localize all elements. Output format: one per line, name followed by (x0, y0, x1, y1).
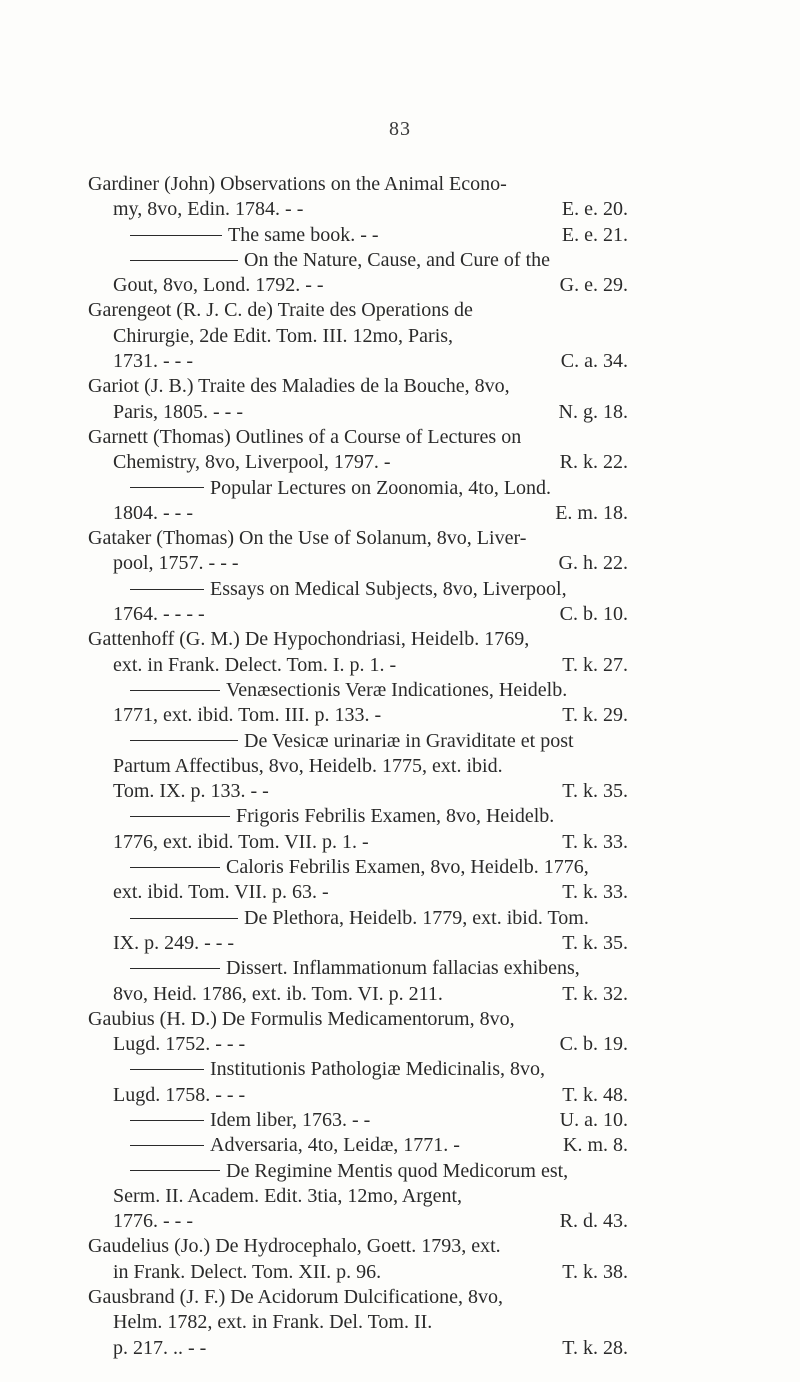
entry-text: Idem liber, 1763. - - (210, 1108, 371, 1131)
entry-text: Garnett (Thomas) Outlines of a Course of Lectures on (88, 425, 522, 448)
entry-text: my, 8vo, Edin. 1784. - - (113, 198, 304, 221)
entry-line (88, 1209, 628, 1234)
shelf-reference: G. h. 22. (558, 552, 628, 575)
entry-line (88, 1057, 628, 1082)
shelf-reference: G. e. 29. (559, 274, 628, 297)
entry-text: Popular Lectures on Zoonomia, 4to, Lond. (210, 476, 552, 499)
entry-text: ext. in Frank. Delect. Tom. I. p. 1. - (113, 653, 397, 676)
entry-line (88, 197, 628, 222)
ditto-dash (130, 1120, 204, 1121)
ditto-dash (130, 260, 238, 261)
entry-text: Serm. II. Academ. Edit. 3tia, 12mo, Argent, (113, 1184, 463, 1207)
shelf-reference: T. k. 48. (562, 1083, 628, 1106)
entry-line (88, 223, 628, 248)
entry-line (88, 880, 628, 905)
entry-text: De Regimine Mentis quod Medicorum est, (226, 1159, 569, 1182)
entry-text: On the Nature, Cause, and Cure of the (244, 248, 551, 271)
shelf-reference: T. k. 33. (562, 830, 628, 853)
entry-line (88, 931, 628, 956)
entry-line (88, 526, 628, 551)
entry-text: De Plethora, Heidelb. 1779, ext. ibid. Tom. (244, 906, 589, 929)
entry-text: Gardiner (John) Observations on the Animal Econo- (88, 173, 507, 195)
ditto-dash (130, 690, 220, 691)
page-number: 83 (389, 118, 411, 140)
entry-text: Frigoris Febrilis Examen, 8vo, Heidelb. (236, 805, 555, 828)
entry-text: Paris, 1805. - - - (113, 400, 243, 423)
entry-text: 1771, ext. ibid. Tom. III. p. 133. - (113, 704, 382, 727)
entry-line (88, 804, 628, 829)
entry-line (88, 627, 628, 652)
entry-text: 1764. - - - - (113, 603, 205, 626)
entry-line (88, 754, 628, 779)
entry-text: pool, 1757. - - - (113, 552, 239, 575)
shelf-reference: N. g. 18. (558, 400, 628, 423)
entry-text: in Frank. Delect. Tom. XII. p. 96. (113, 1260, 382, 1283)
shelf-reference: K. m. 8. (563, 1134, 628, 1157)
entry-line (88, 374, 628, 399)
entry-line (88, 324, 628, 349)
entry-line (88, 779, 628, 804)
entry-text: Partum Affectibus, 8vo, Heidelb. 1775, ext. ibid. (113, 754, 503, 777)
entry-text: Lugd. 1752. - - - (113, 1033, 246, 1056)
entry-text: Gattenhoff (G. M.) De Hypochondriasi, Heidelb. 1769, (88, 628, 530, 651)
ditto-dash (130, 589, 204, 590)
entry-text: Garengeot (R. J. C. de) Traite des Operations de (88, 299, 473, 322)
entry-line (88, 248, 628, 273)
entry-text: 1776. - - - (113, 1210, 193, 1233)
ditto-dash (130, 487, 204, 488)
shelf-reference: T. k. 27. (562, 653, 628, 676)
entry-text: Chirurgie, 2de Edit. Tom. III. 12mo, Paris, (113, 324, 454, 347)
entry-line (88, 1260, 628, 1285)
entry-text: De Vesicæ urinariæ in Graviditate et post (244, 729, 574, 752)
entry-text: Lugd. 1758. - - - (113, 1083, 246, 1106)
shelf-reference: C. b. 10. (559, 603, 628, 626)
entry-line (88, 1133, 628, 1158)
entry-text: Adversaria, 4to, Leidæ, 1771. - (210, 1134, 460, 1157)
ditto-dash (130, 740, 238, 741)
ditto-dash (130, 1145, 204, 1146)
ditto-dash (130, 918, 238, 919)
entry-line (88, 855, 628, 880)
entry-text: Gout, 8vo, Lond. 1792. - - (113, 274, 324, 297)
entry-text: 1731. - - - (113, 350, 193, 373)
shelf-reference: R. d. 43. (559, 1210, 628, 1233)
ditto-dash (130, 867, 220, 868)
entry-text: p. 217. .. - - (113, 1336, 207, 1359)
entry-line (88, 1083, 628, 1108)
entry-line (88, 551, 628, 576)
entry-line (88, 956, 628, 981)
entry-line (88, 982, 628, 1007)
entry-line (88, 450, 628, 475)
ditto-dash (130, 1170, 220, 1171)
shelf-reference: E. e. 20. (561, 198, 628, 221)
ditto-dash (130, 816, 230, 817)
shelf-reference: E. e. 21. (561, 223, 628, 246)
entry-line (88, 1108, 628, 1133)
shelf-reference: R. k. 22. (559, 451, 628, 474)
entry-text: Caloris Febrilis Examen, 8vo, Heidelb. 1776, (226, 856, 589, 879)
shelf-reference: T. k. 35. (562, 931, 628, 954)
entry-line (88, 273, 628, 298)
entry-line (88, 400, 628, 425)
entry-text: Tom. IX. p. 133. - - (113, 780, 269, 803)
entry-text: The same book. - - (228, 223, 379, 246)
entry-text: Gariot (J. B.) Traite des Maladies de la Bouche, 8vo, (88, 375, 510, 398)
entry-line (88, 653, 628, 678)
shelf-reference: E. m. 18. (555, 501, 628, 524)
ditto-dash (130, 968, 220, 969)
entry-text: Venæsectionis Veræ Indicationes, Heidelb. (226, 678, 568, 701)
entry-text: Gaubius (H. D.) De Formulis Medicamentorum, 8vo, (88, 1007, 515, 1030)
entry-line (88, 298, 628, 323)
entry-line (88, 1336, 628, 1361)
entry-line (88, 830, 628, 855)
entry-line (88, 501, 628, 526)
entry-text: Chemistry, 8vo, Liverpool, 1797. - (113, 451, 391, 474)
shelf-reference: C. b. 19. (559, 1033, 628, 1056)
shelf-reference: T. k. 29. (562, 704, 628, 727)
entry-line (88, 1159, 628, 1184)
shelf-reference: U. a. 10. (559, 1108, 628, 1131)
shelf-reference: C. a. 34. (560, 350, 628, 373)
entry-text: Gausbrand (J. F.) De Acidorum Dulcificatione, 8vo, (88, 1286, 503, 1309)
entry-line (88, 425, 628, 450)
entry-line (88, 476, 628, 501)
entry-line (88, 1032, 628, 1057)
entry-text: IX. p. 249. - - - (113, 931, 235, 954)
entry-line (88, 906, 628, 931)
entry-text: 1776, ext. ibid. Tom. VII. p. 1. - (113, 830, 369, 853)
shelf-reference: T. k. 33. (562, 881, 628, 904)
shelf-reference: T. k. 32. (562, 982, 628, 1005)
entry-line (88, 577, 628, 602)
entry-text: Gaudelius (Jo.) De Hydrocephalo, Goett. 1793, ext. (88, 1235, 501, 1258)
entry-text: Gataker (Thomas) On the Use of Solanum, 8vo, Liver- (88, 527, 527, 550)
entry-line (88, 1285, 628, 1310)
entry-text: Helm. 1782, ext. in Frank. Del. Tom. II. (113, 1311, 433, 1334)
shelf-reference: T. k. 28. (562, 1336, 628, 1359)
entry-line (88, 602, 628, 627)
entry-text: Essays on Medical Subjects, 8vo, Liverpool, (210, 577, 567, 600)
entry-line (88, 1310, 628, 1335)
entry-line (88, 172, 628, 197)
ditto-dash (130, 235, 222, 236)
bibliography-entries (88, 172, 628, 1361)
shelf-reference: T. k. 38. (562, 1260, 628, 1283)
entry-line (88, 1007, 628, 1032)
entry-text: Institutionis Pathologiæ Medicinalis, 8vo, (210, 1058, 545, 1081)
entry-text: 8vo, Heid. 1786, ext. ib. Tom. VI. p. 211. (113, 982, 443, 1005)
entry-line (88, 1184, 628, 1209)
ditto-dash (130, 1069, 204, 1070)
entry-text: 1804. - - - (113, 501, 193, 524)
entry-line (88, 1234, 628, 1259)
shelf-reference: T. k. 35. (562, 780, 628, 803)
entry-line (88, 349, 628, 374)
entry-line (88, 729, 628, 754)
entry-line (88, 678, 628, 703)
entry-text: Dissert. Inflammationum fallacias exhibens, (226, 957, 580, 980)
entry-text: ext. ibid. Tom. VII. p. 63. - (113, 881, 329, 904)
entry-line (88, 703, 628, 728)
